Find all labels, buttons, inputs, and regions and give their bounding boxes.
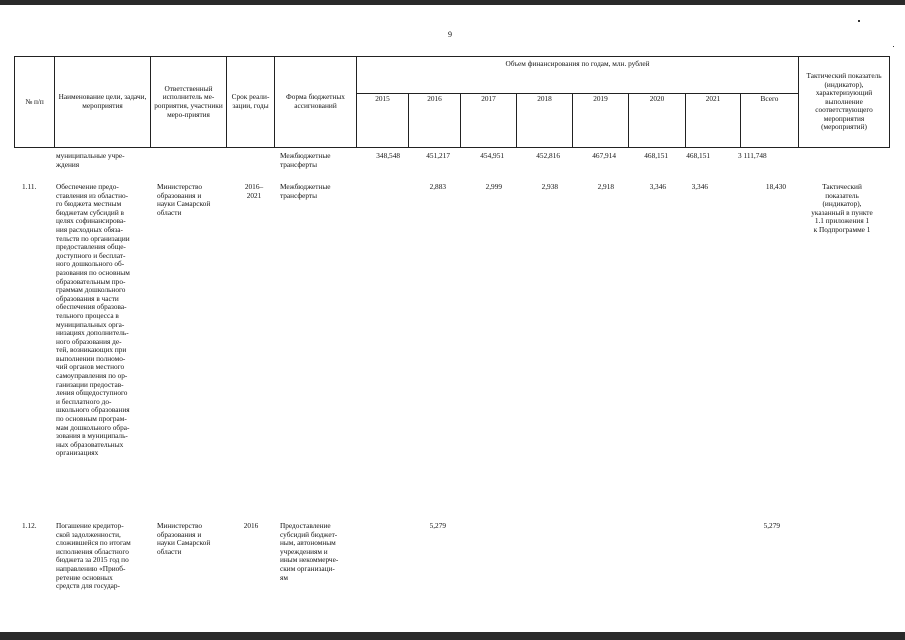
- row-value-2016: 2,883: [429, 182, 446, 191]
- row-value-2019: 2,918: [597, 182, 614, 191]
- row-value-2019: 467,914: [592, 151, 616, 160]
- row-value-total: 3 111,748: [738, 151, 767, 160]
- row-form: Межбюджетные трансферты: [280, 151, 331, 169]
- row-value-2018: 2,938: [541, 182, 558, 191]
- scan-top-border: [0, 0, 905, 5]
- row-value-2020: 3,346: [649, 182, 666, 191]
- header-year-2016: 2016: [409, 94, 461, 148]
- row-value-2018: 452,816: [536, 151, 560, 160]
- row-executor: Министерство образования и науки Самарской области: [157, 182, 211, 217]
- row-value-2017: 2,999: [485, 182, 502, 191]
- scan-speck: [858, 20, 860, 22]
- row-value-2017: 454,951: [480, 151, 504, 160]
- header-year-2019: 2019: [573, 94, 629, 148]
- header-year-2017: 2017: [461, 94, 517, 148]
- row-value-2016: 5,279: [429, 521, 446, 530]
- row-value-2021: 3,346: [691, 182, 708, 191]
- row-value-total: 5,279: [763, 521, 780, 530]
- header-year-2020: 2020: [629, 94, 686, 148]
- row-term: 2016– 2021: [244, 182, 264, 200]
- row-value-2015: 348,548: [376, 151, 400, 160]
- row-term: 2016: [243, 521, 259, 530]
- header-form: Форма бюджетных ассигнований: [275, 57, 357, 148]
- header-executor: Ответственный исполнитель ме-роприятия, участники меро-приятия: [151, 57, 227, 148]
- header-year-2018: 2018: [517, 94, 573, 148]
- header-table: [14, 56, 890, 148]
- row-value-2016: 451,217: [426, 151, 450, 160]
- header-financing: Объем финансирования по годам, млн. рублей: [357, 57, 799, 94]
- row-name: Погашение кредитор- ской задолженности, сложившейся по итогам исполнения областного бюджета за 2015 год по направлению «Приоб- ретение основных средств для государ-: [56, 521, 131, 591]
- page-number: 9: [448, 30, 452, 39]
- header-year-2015: 2015: [357, 94, 409, 148]
- row-form: Предоставление субсидий бюджет- ным, автономным учреждениям и иным некоммерче- ским организаци- ям: [280, 521, 339, 582]
- scan-bottom-border: [0, 632, 905, 640]
- row-executor: Министерство образования и науки Самарской области: [157, 521, 211, 556]
- row-name: муниципальные учре- ждения: [56, 151, 125, 169]
- header-term: Срок реали-зации, годы: [227, 57, 275, 148]
- scan-speck: [893, 46, 894, 47]
- row-name: Обеспечение предо- ставления из областно- го бюджета местным бюджетам субсидий в целях софинансирова- ния расходных обяза- тельств по организации предоставления обще- доступного и бесплат- ного дошкольного об- разования по основным образовательным про- граммам дошкольного образования в части обеспечения образова- тельного процесса в муниципальных орга- низациях дополнитель- ного образования де- тей, возникающих при выполнении полномо- чий органов местного самоуправления по ор- ганизации предостав- ления общедоступного и бесплатного до- школьного образования по основным програм- мам дошкольного обра- зования в муниципаль- ных образовательных организациях: [56, 182, 130, 458]
- header-year-2021: 2021: [686, 94, 741, 148]
- header-num: № п/п: [15, 57, 55, 148]
- header-name: Наименование цели, задачи, мероприятия: [55, 57, 151, 148]
- header-year-total: Всего: [741, 94, 799, 148]
- row-value-2021: 468,151: [686, 151, 710, 160]
- row-num: 1.12.: [22, 521, 37, 530]
- row-form: Межбюджетные трансферты: [280, 182, 331, 200]
- row-value-total: 18,430: [765, 182, 786, 191]
- row-num: 1.11.: [22, 182, 37, 191]
- row-value-2020: 468,151: [644, 151, 668, 160]
- header-indicator: Тактический показатель (индикатор), характеризующий выполнение соответствующего мероприятия (мероприятий): [799, 57, 890, 148]
- row-indicator: Тактический показатель (индикатор), указанный в пункте 1.1 приложения 1 к Подпрограмме 1: [811, 182, 873, 234]
